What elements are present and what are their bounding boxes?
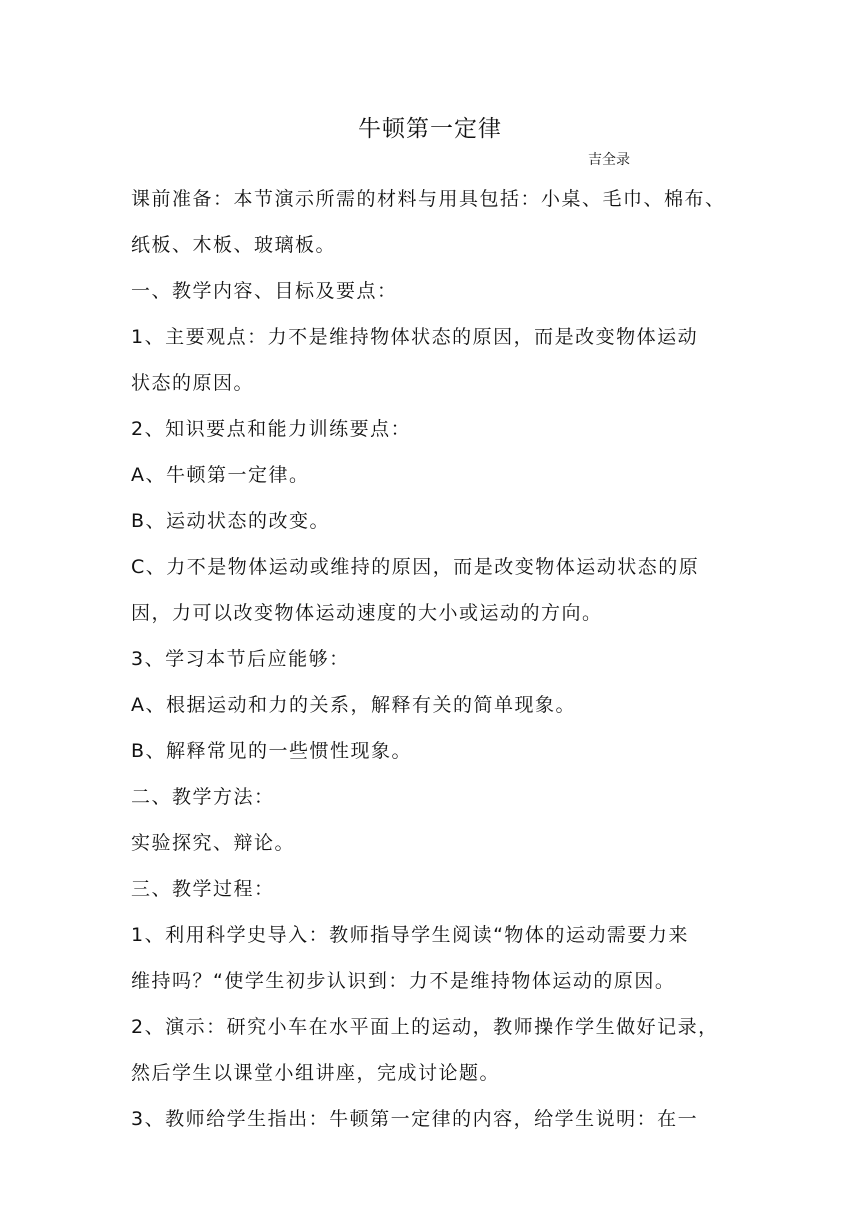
text-line: 然后学生以课堂小组讲座，完成讨论题。 (131, 1062, 501, 1084)
section-heading: 二、教学方法： (131, 786, 275, 808)
text-line: 1、利用科学史导入：教师指导学生阅读“物体的运动需要力来 (131, 924, 689, 946)
section-heading: 一、教学内容、目标及要点： (131, 280, 398, 302)
text-line: 纸板、木板、玻璃板。 (131, 234, 337, 256)
text-line: 课前准备：本节演示所需的材料与用具包括：小桌、毛巾、棉布、 (131, 188, 726, 210)
list-item: B、运动状态的改变。 (131, 510, 331, 532)
document-body (131, 176, 731, 1142)
section-heading: 三、教学过程： (131, 878, 275, 900)
text-line: 3、教师给学生指出：牛顿第一定律的内容，给学生说明：在一 (131, 1108, 699, 1130)
text-line: 1、主要观点：力不是维持物体状态的原因，而是改变物体运动 (131, 326, 699, 348)
author-name: 吉全录 (588, 152, 630, 168)
list-item: B、解释常见的一些惯性现象。 (131, 740, 413, 762)
text-line: 2、演示：研究小车在水平面上的运动，教师操作学生做好记录， (131, 1016, 719, 1038)
text-line: 因，力可以改变物体运动速度的大小或运动的方向。 (131, 602, 603, 624)
text-line: 2、知识要点和能力训练要点： (131, 418, 412, 440)
list-item: C、力不是物体运动或维持的原因，而是改变物体运动状态的原 (131, 556, 700, 578)
list-item: A、牛顿第一定律。 (131, 464, 310, 486)
page-title: 牛顿第一定律 (358, 116, 502, 142)
text-line: 状态的原因。 (131, 372, 255, 394)
list-item: A、根据运动和力的关系，解释有关的简单现象。 (131, 694, 576, 716)
text-line: 维持吗？“使学生初步认识到：力不是维持物体运动的原因。 (131, 970, 676, 992)
text-line: 3、学习本节后应能够： (131, 648, 350, 670)
text-line: 实验探究、辩论。 (131, 832, 296, 854)
